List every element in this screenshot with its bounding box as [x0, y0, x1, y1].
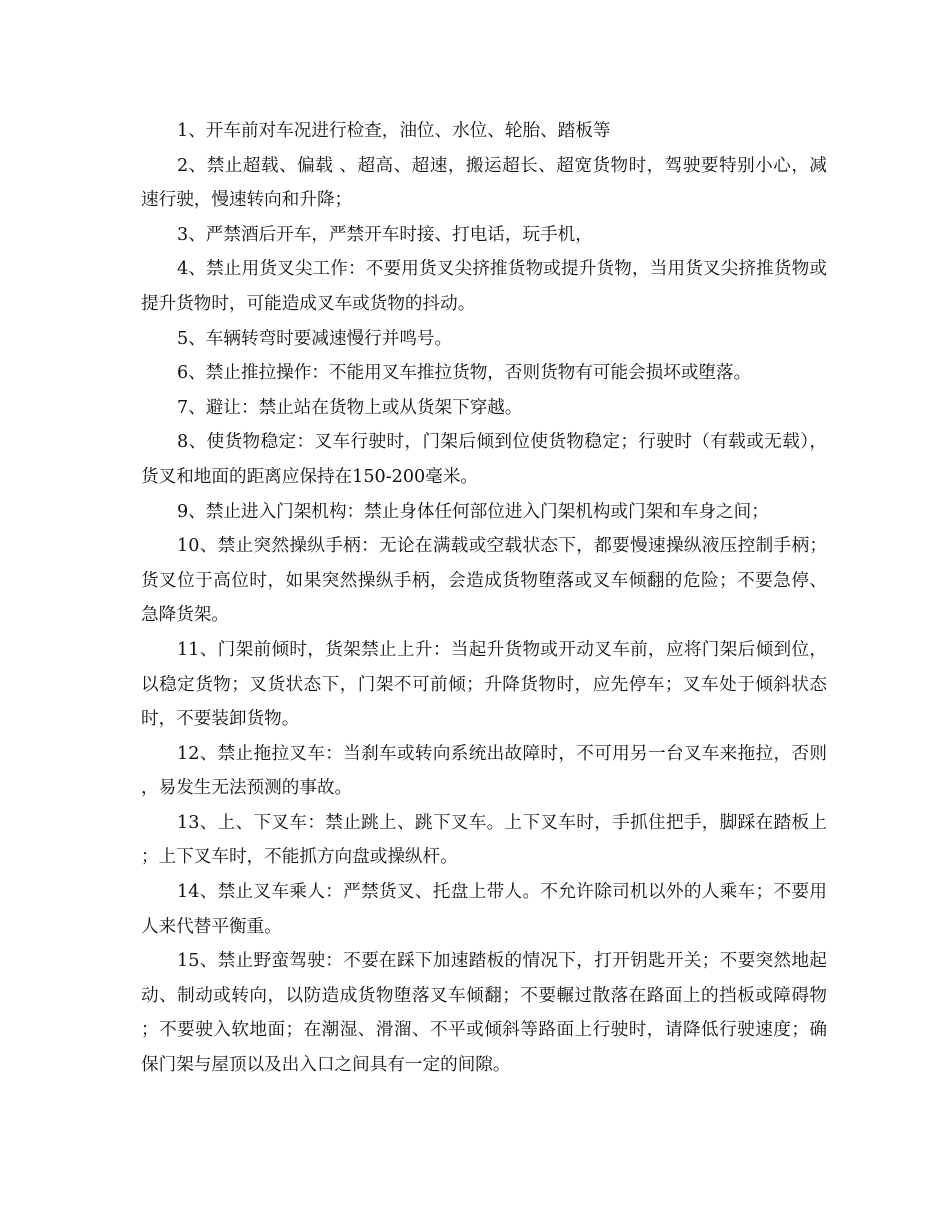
rule-paragraph-10: 10、禁止突然操纵手柄：无论在满载或空载状态下，都要慢速操纵液压控制手柄；货叉位于高位时，如果突然操纵手柄，会造成货物堕落或叉车倾翻的危险；不要急停、急降货架。 [141, 536, 827, 626]
rule-paragraph-3: 3、严禁酒后开车，严禁开车时接、打电话，玩手机， [177, 224, 593, 245]
rule-paragraph-5: 5、车辆转弯时要减速慢行并鸣号。 [177, 328, 453, 349]
document-body [141, 114, 827, 1083]
rule-paragraph-2: 2、禁止超载、偏载 、超高、超速，搬运超长、超宽货物时，驾驶要特别小心，减速行驶，慢速转向和升降； [141, 155, 827, 211]
rule-paragraph-9: 9、禁止进入门架机构：禁止身体任何部位进入门架机构或门架和车身之间； [177, 501, 769, 522]
rule-paragraph-15: 15、禁止野蛮驾驶：不要在踩下加速踏板的情况下，打开钥匙开关；不要突然地起动、制动或转向，以防造成货物堕落叉车倾翻；不要輾过散落在路面上的挡板或障碍物；不要驶入软地面；在潮湿、滑溜、不平或倾斜等路面上行驶时，请降低行驶速度；确保门架与屋顶以及出入口之间具有一定的间隙。 [141, 951, 827, 1076]
rule-paragraph-11: 11、门架前倾时，货架禁止上升：当起升货物或开动叉车前，应将门架后倾到位，以稳定货物；叉货状态下，门架不可前倾；升降货物时，应先停车；叉车处于倾斜状态时，不要装卸货物。 [141, 639, 827, 730]
rule-paragraph-8: 8、使货物稳定：叉车行驶时，门架后倾到位使货物稳定；行驶时（有载或无载），货叉和地面的距离应保持在150-200毫米。 [141, 432, 827, 487]
rule-paragraph-13: 13、上、下叉车：禁止跳上、跳下叉车。上下叉车时，手抓住把手，脚踩在踏板上；上下叉车时，不能抓方向盘或操纵杆。 [141, 812, 827, 868]
rule-paragraph-14: 14、禁止叉车乘人：严禁货叉、托盘上带人。不允许除司机以外的人乘车；不要用人来代替平衡重。 [141, 882, 827, 937]
rule-paragraph-12: 12、禁止拖拉叉车：当刹车或转向系统出故障时，不可用另一台叉车来拖拉，否则，易发生无法预测的事故。 [141, 743, 827, 799]
rule-paragraph-7: 7、避让：禁止站在货物上或从货架下穿越。 [177, 397, 523, 418]
rule-paragraph-4: 4、禁止用货叉尖工作：不要用货叉尖挤推货物或提升货物，当用货叉尖挤推货物或提升货物时，可能造成叉车或货物的抖动。 [141, 259, 827, 314]
rule-paragraph-6: 6、禁止推拉操作：不能用叉车推拉货物，否则货物有可能会损坏或堕落。 [177, 363, 752, 384]
rule-paragraph-1: 1、开车前对车况进行检查，油位、水位、轮胎、踏板等 [177, 121, 611, 141]
